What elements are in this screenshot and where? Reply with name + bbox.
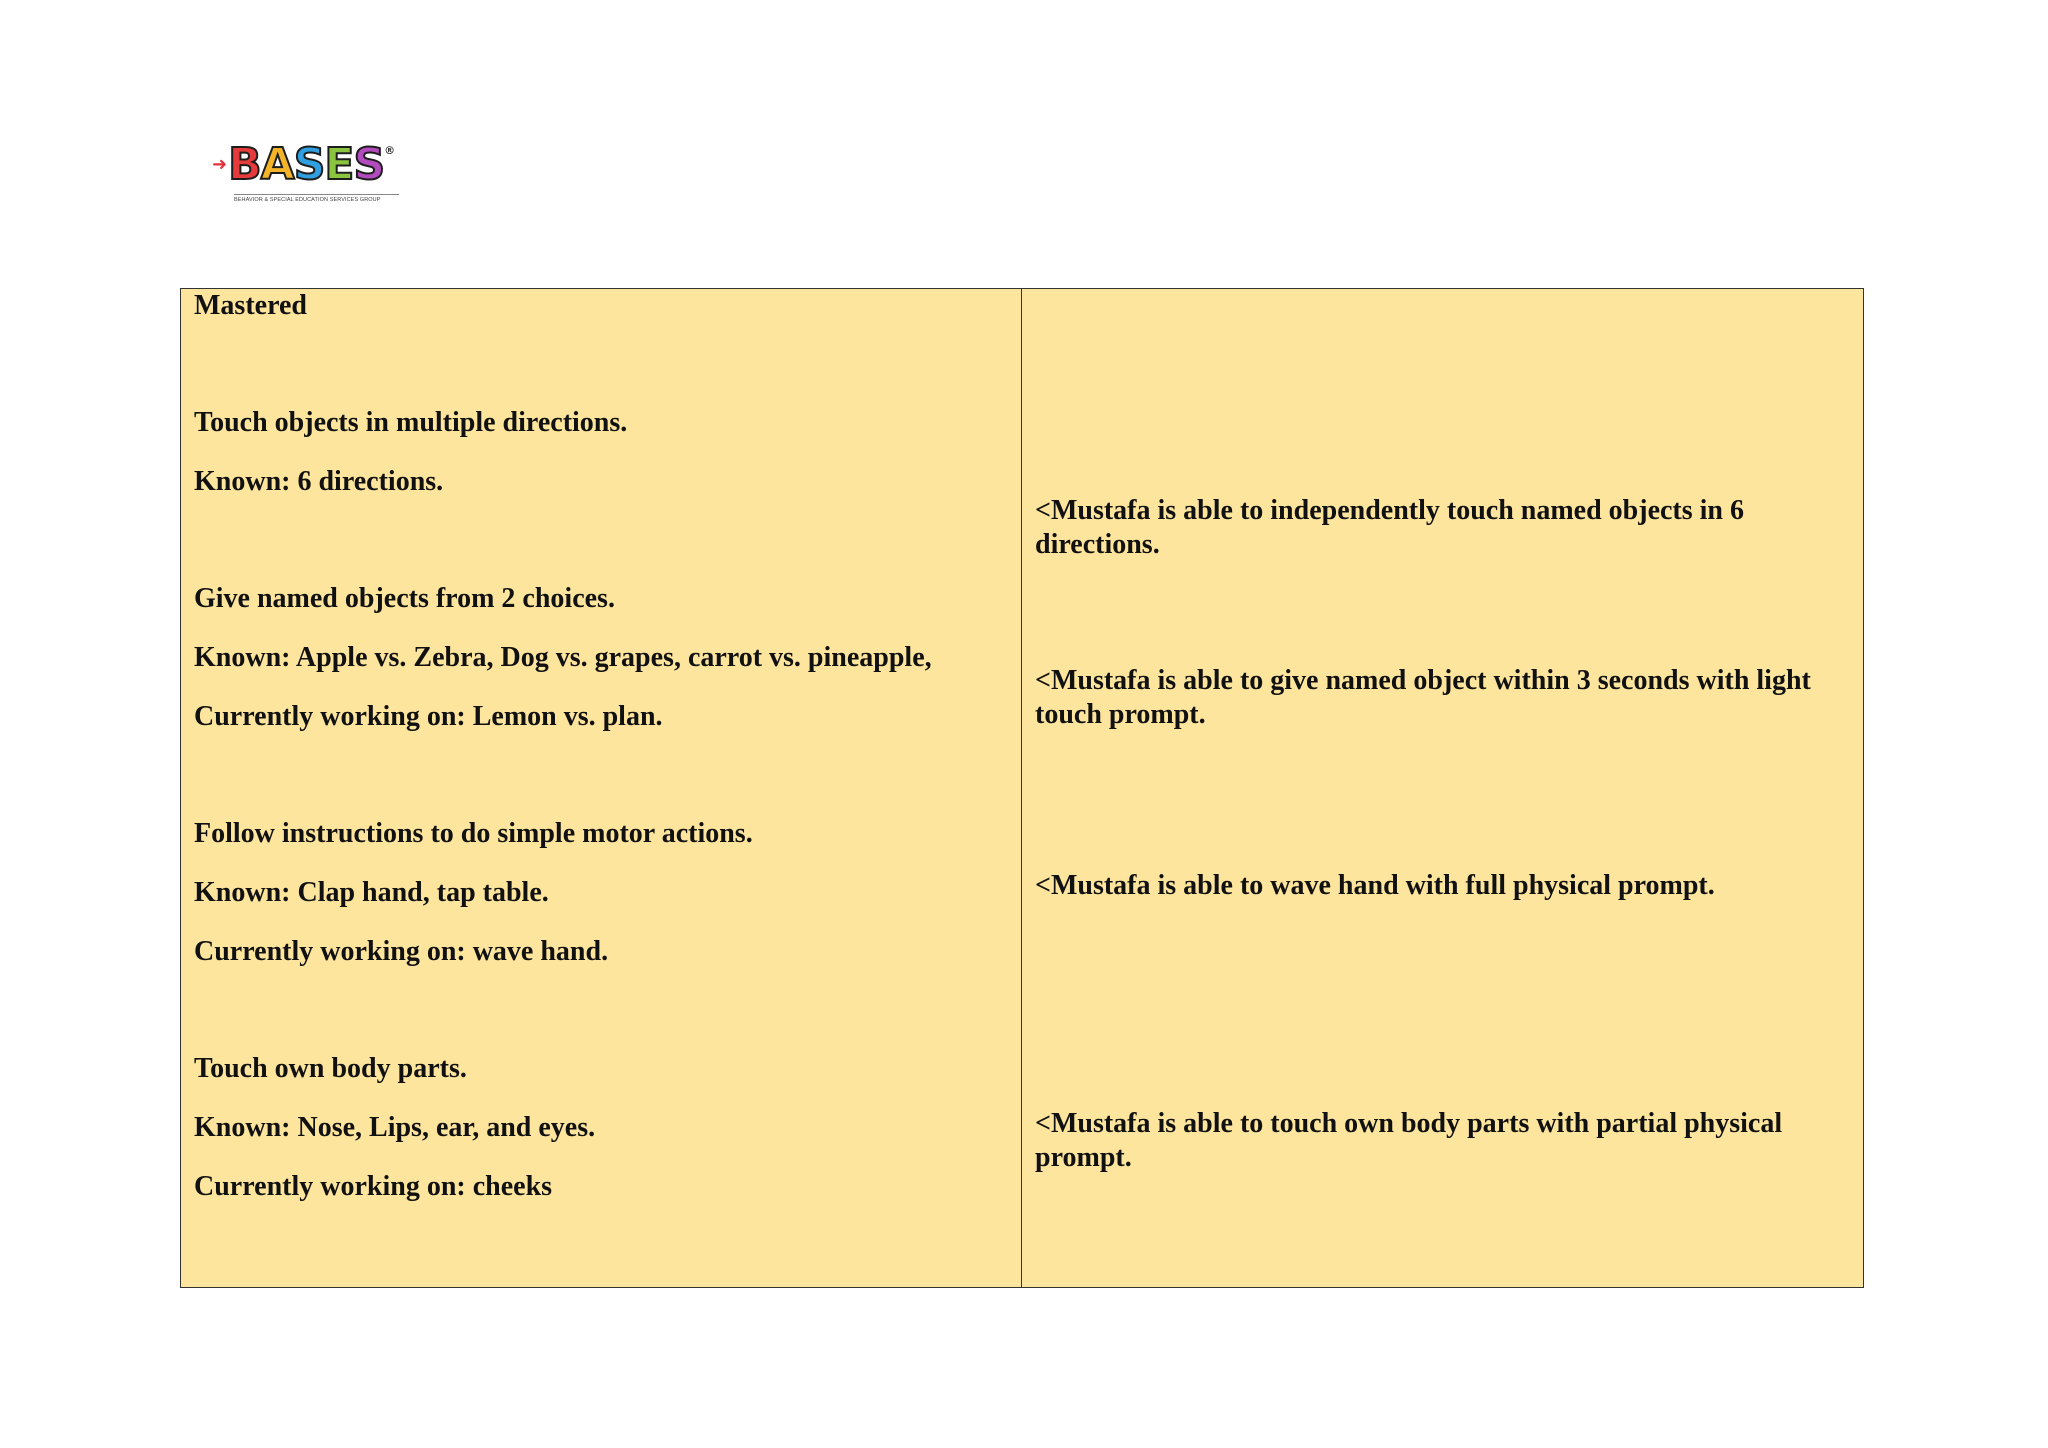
goal-title: Touch objects in multiple directions.	[194, 407, 628, 438]
logo-letter: S	[293, 138, 325, 190]
bases-logo	[212, 138, 402, 210]
mastered-column	[181, 289, 1022, 1287]
goal-working: Currently working on: wave hand.	[194, 936, 609, 967]
goal-known: Known: Apple vs. Zebra, Dog vs. grapes, carrot vs. pineapple,	[194, 642, 932, 673]
goal-title: Give named objects from 2 choices.	[194, 583, 615, 614]
registered-mark: ®	[384, 144, 395, 157]
progress-note: <Mustafa is able to wave hand with full physical prompt.	[1035, 870, 1715, 901]
goals-table	[180, 288, 1864, 1288]
goal-known: Known: Nose, Lips, ear, and eyes.	[194, 1112, 596, 1143]
logo-tagline: BEHAVIOR & SPECIAL EDUCATION SERVICES GROUP	[234, 194, 399, 203]
goal-title: Touch own body parts.	[194, 1053, 467, 1084]
progress-note: <Mustafa is able to give named object within 3 seconds with light touch prompt.	[1035, 665, 1811, 730]
column-heading: Mastered	[194, 290, 307, 321]
goal-title: Follow instructions to do simple motor actions.	[194, 818, 753, 849]
goal-working: Currently working on: cheeks	[194, 1171, 553, 1202]
logo-wordmark	[212, 138, 394, 190]
logo-letter: E	[324, 138, 354, 190]
goal-known: Known: 6 directions.	[194, 466, 444, 497]
logo-arrow-icon: ➜	[212, 153, 227, 175]
progress-note: <Mustafa is able to independently touch named objects in 6 directions.	[1035, 495, 1744, 560]
logo-letter: A	[260, 138, 294, 190]
logo-letter: S	[353, 138, 385, 190]
progress-note: <Mustafa is able to touch own body parts with partial physical prompt.	[1035, 1108, 1783, 1173]
goal-known: Known: Clap hand, tap table.	[194, 877, 549, 908]
logo-letter: B	[228, 138, 261, 190]
progress-notes-column	[1022, 289, 1863, 1287]
goal-working: Currently working on: Lemon vs. plan.	[194, 701, 663, 732]
